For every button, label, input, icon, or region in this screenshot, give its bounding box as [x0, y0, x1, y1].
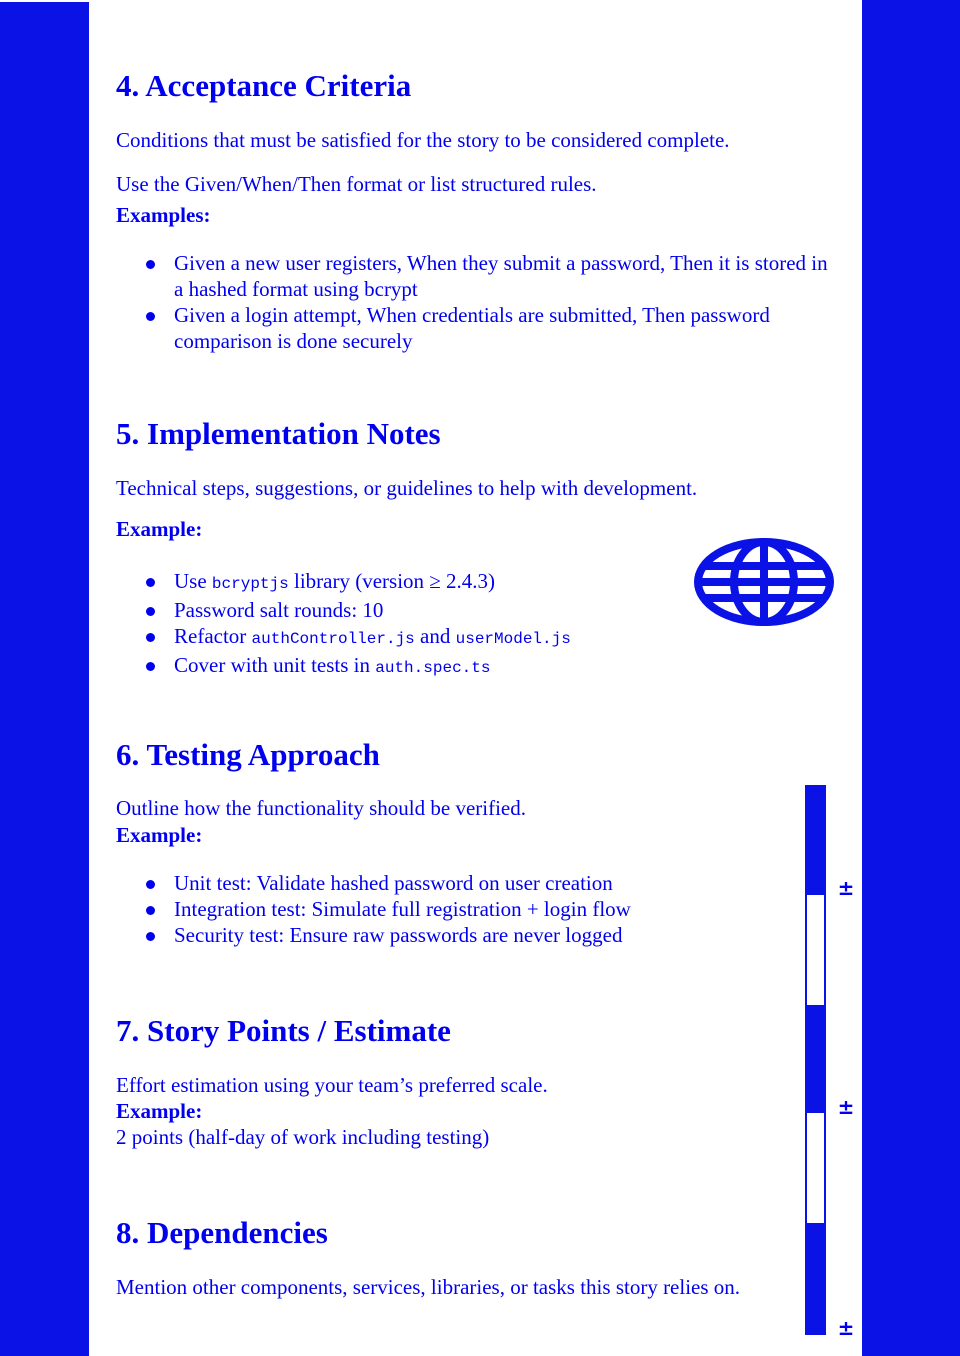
section-6-tests-list — [116, 870, 796, 948]
plus-minus-mark: ± — [837, 1316, 855, 1340]
section-4-examples-label: Examples: — [116, 203, 211, 227]
section-4-heading: 4. Acceptance Criteria — [116, 68, 412, 103]
section-8-description: Mention other components, services, libraries, or tasks this story relies on. — [116, 1275, 741, 1299]
side-scale-strip — [805, 785, 826, 1335]
left-band-top-edge — [0, 0, 89, 2]
left-margin-band — [0, 0, 89, 1356]
list-item: Cover with unit tests in auth.spec.ts — [116, 652, 676, 681]
section-7-example-label: Example: — [116, 1099, 203, 1123]
section-5-notes-list — [116, 568, 676, 681]
strip-segment — [807, 1113, 824, 1223]
list-item: Use bcryptjs library (version ≥ 2.4.3) — [116, 568, 676, 597]
right-margin-band — [862, 0, 960, 1356]
section-4-format-note: Use the Given/When/Then format or list structured rules. — [116, 172, 597, 196]
section-5-description: Technical steps, suggestions, or guidelines to help with development. — [116, 476, 698, 500]
section-6-heading: 6. Testing Approach — [116, 737, 380, 772]
list-item: Integration test: Simulate full registration + login flow — [116, 896, 796, 922]
section-6-example-label: Example: — [116, 823, 203, 847]
section-6-description: Outline how the functionality should be verified. — [116, 796, 526, 820]
inline-code: authController.js — [251, 630, 415, 648]
section-7-estimate-value: 2 points (half-day of work including testing) — [116, 1125, 490, 1149]
inline-code: userModel.js — [455, 630, 571, 648]
section-4-description: Conditions that must be satisfied for the story to be considered complete. — [116, 128, 730, 152]
inline-code: auth.spec.ts — [375, 659, 491, 677]
section-7-description: Effort estimation using your team’s preferred scale. — [116, 1073, 548, 1097]
list-item: Given a login attempt, When credentials are submitted, Then password comparison is done securely — [116, 302, 836, 354]
section-5-heading: 5. Implementation Notes — [116, 416, 441, 451]
list-item: Refactor authController.js and userModel.js — [116, 623, 676, 652]
strip-segment — [807, 895, 824, 1005]
list-item: Unit test: Validate hashed password on user creation — [116, 870, 796, 896]
inline-code: bcryptjs — [211, 575, 289, 593]
list-item: Password salt rounds: 10 — [116, 597, 676, 623]
section-4-criteria-list — [116, 250, 836, 354]
section-5-example-label: Example: — [116, 517, 203, 541]
plus-minus-mark: ± — [837, 876, 855, 900]
list-item: Given a new user registers, When they submit a password, Then it is stored in a hashed format using bcrypt — [116, 250, 836, 302]
section-8-heading: 8. Dependencies — [116, 1215, 328, 1250]
section-7-heading: 7. Story Points / Estimate — [116, 1013, 451, 1048]
plus-minus-mark: ± — [837, 1095, 855, 1119]
list-item: Security test: Ensure raw passwords are never logged — [116, 922, 796, 948]
globe-icon — [692, 536, 836, 628]
